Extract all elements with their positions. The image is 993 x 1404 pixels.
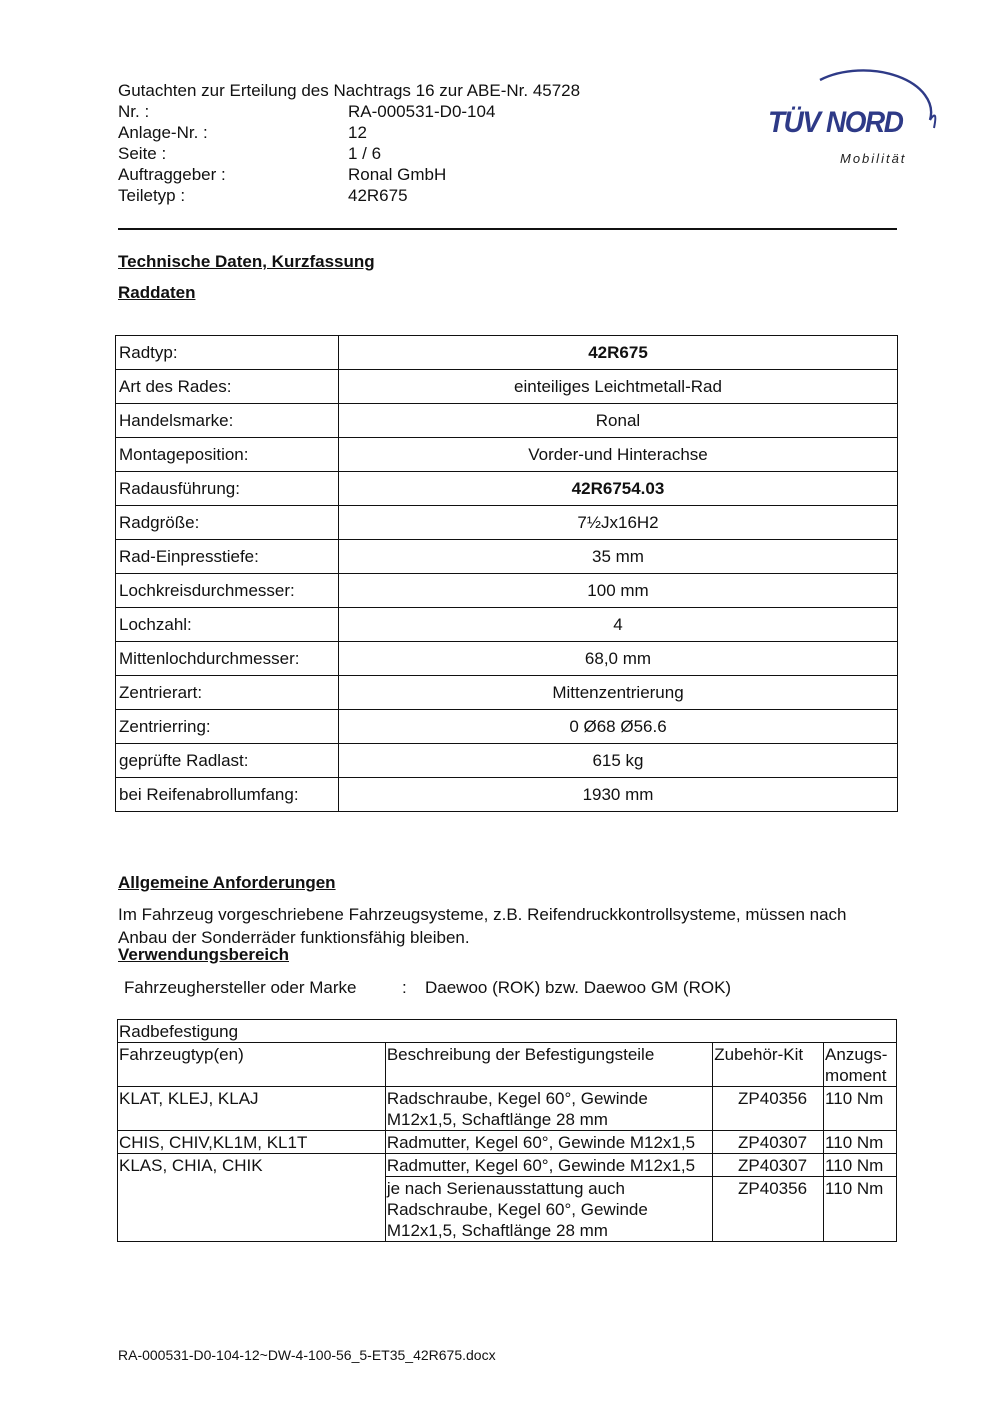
section-title-raddaten: Raddaten — [118, 283, 196, 302]
tuv-nord-logo — [762, 58, 942, 170]
table-row — [116, 370, 898, 404]
header-row-teiletyp — [118, 185, 580, 206]
table-row — [116, 676, 898, 710]
section-title-technische-daten: Technische Daten, Kurzfassung — [118, 252, 375, 271]
table-row — [116, 506, 898, 540]
raddaten-label: Montageposition: — [116, 438, 339, 472]
header-row-nr — [118, 101, 580, 122]
header-value: RA-000531-D0-104 — [348, 102, 496, 121]
raddaten-value: 100 mm — [339, 574, 898, 608]
cell-typ: CHIS, CHIV,KL1M, KL1T — [118, 1131, 386, 1154]
requirements-paragraph: Im Fahrzeug vorgeschriebene Fahrzeugsysteme, z.B. Reifendruckkontrollsysteme, müssen nach Anbau der Sonderräder funktionsfähig bleiben. — [118, 905, 847, 947]
raddaten-value: 42R6754.03 — [339, 472, 898, 506]
header-row-auftraggeber — [118, 164, 580, 185]
header-label: Anlage-Nr. : — [118, 123, 208, 142]
section-title-verwendungsbereich: Verwendungsbereich — [118, 945, 289, 964]
raddaten-label: Zentrierring: — [116, 710, 339, 744]
raddaten-value: Ronal — [339, 404, 898, 438]
raddaten-label: Lochzahl: — [116, 608, 339, 642]
cell-kit: ZP40356 — [713, 1177, 824, 1242]
header-divider — [118, 228, 897, 230]
raddaten-table — [115, 335, 898, 812]
raddaten-label: geprüfte Radlast: — [116, 744, 339, 778]
cell-kit: ZP40356 — [713, 1087, 824, 1131]
raddaten-label: Mittenlochdurchmesser: — [116, 642, 339, 676]
table-row — [116, 778, 898, 812]
hersteller-line — [124, 978, 731, 998]
cell-desc: Radschraube, Kegel 60°, Gewinde M12x1,5, Schaftlänge 28 mm — [385, 1087, 712, 1131]
raddaten-value: einteiliges Leichtmetall-Rad — [339, 370, 898, 404]
raddaten-label: Radgröße: — [116, 506, 339, 540]
hersteller-value: Daewoo (ROK) bzw. Daewoo GM (ROK) — [425, 978, 732, 997]
raddaten-value: 615 kg — [339, 744, 898, 778]
raddaten-value: 4 — [339, 608, 898, 642]
cell-moment: 110 Nm — [824, 1154, 897, 1177]
header-row-seite — [118, 143, 580, 164]
raddaten-label: Art des Rades: — [116, 370, 339, 404]
logo-subtitle: Mobilität — [840, 151, 907, 166]
raddaten-label: bei Reifenabrollumfang: — [116, 778, 339, 812]
hersteller-separator: : — [402, 978, 407, 997]
table-title-row — [118, 1020, 897, 1043]
header-label: Nr. : — [118, 102, 150, 121]
raddaten-value: 7½Jx16H2 — [339, 506, 898, 540]
table-row — [116, 642, 898, 676]
table-row — [116, 404, 898, 438]
raddaten-value: 0 Ø68 Ø56.6 — [339, 710, 898, 744]
cell-kit: ZP40307 — [713, 1154, 824, 1177]
table-row — [116, 540, 898, 574]
raddaten-value: Mittenzentrierung — [339, 676, 898, 710]
header-value: Ronal GmbH — [348, 165, 447, 184]
raddaten-label: Lochkreisdurchmesser: — [116, 574, 339, 608]
cell-desc: je nach Serienausstattung auch Radschraube, Kegel 60°, Gewinde M12x1,5, Schaftlänge 28 mm — [385, 1177, 712, 1242]
column-header: Anzugs-moment — [824, 1043, 897, 1087]
raddaten-value: 68,0 mm — [339, 642, 898, 676]
column-header: Beschreibung der Befestigungsteile — [385, 1043, 712, 1087]
cell-kit: ZP40307 — [713, 1131, 824, 1154]
table-row — [116, 710, 898, 744]
header-value: 42R675 — [348, 186, 408, 205]
header-label: Seite : — [118, 144, 167, 163]
cell-desc: Radmutter, Kegel 60°, Gewinde M12x1,5 — [385, 1154, 712, 1177]
table-row — [116, 744, 898, 778]
column-header: Fahrzeugtyp(en) — [118, 1043, 386, 1087]
table-row — [118, 1087, 897, 1131]
footer-filename: RA-000531-D0-104-12~DW-4-100-56_5-ET35_42R675.docx — [118, 1347, 496, 1363]
header-row-anlage — [118, 122, 580, 143]
table-row — [116, 608, 898, 642]
table-row — [116, 336, 898, 370]
raddaten-label: Handelsmarke: — [116, 404, 339, 438]
logo-brand: TÜV NORD — [768, 106, 903, 139]
raddaten-value: 1930 mm — [339, 778, 898, 812]
cell-typ: KLAS, CHIA, CHIK — [118, 1154, 386, 1242]
table-row — [116, 574, 898, 608]
hersteller-label: Fahrzeughersteller oder Marke — [124, 978, 357, 997]
cell-moment: 110 Nm — [824, 1177, 897, 1242]
cell-typ: KLAT, KLEJ, KLAJ — [118, 1087, 386, 1131]
document-header — [118, 80, 580, 206]
raddaten-value: 35 mm — [339, 540, 898, 574]
table-header-row — [118, 1043, 897, 1087]
table-title: Radbefestigung — [118, 1020, 897, 1043]
section-title-allgemeine-anforderungen: Allgemeine Anforderungen — [118, 873, 336, 892]
header-value: 12 — [348, 123, 367, 142]
raddaten-value: Vorder-und Hinterachse — [339, 438, 898, 472]
raddaten-label: Radausführung: — [116, 472, 339, 506]
table-row — [116, 438, 898, 472]
table-row — [116, 472, 898, 506]
cell-moment: 110 Nm — [824, 1087, 897, 1131]
header-value: 1 / 6 — [348, 144, 382, 163]
header-label: Auftraggeber : — [118, 165, 226, 184]
table-row — [118, 1154, 897, 1177]
raddaten-label: Zentrierart: — [116, 676, 339, 710]
table-row — [118, 1131, 897, 1154]
cell-moment: 110 Nm — [824, 1131, 897, 1154]
raddaten-label: Rad-Einpresstiefe: — [116, 540, 339, 574]
document-title: Gutachten zur Erteilung des Nachtrags 16 zur ABE-Nr. 45728 — [118, 81, 581, 100]
raddaten-label: Radtyp: — [116, 336, 339, 370]
header-label: Teiletyp : — [118, 186, 186, 205]
column-header: Zubehör-Kit — [713, 1043, 824, 1087]
radbefestigung-table — [117, 1019, 897, 1242]
raddaten-value: 42R675 — [339, 336, 898, 370]
cell-desc: Radmutter, Kegel 60°, Gewinde M12x1,5 — [385, 1131, 712, 1154]
